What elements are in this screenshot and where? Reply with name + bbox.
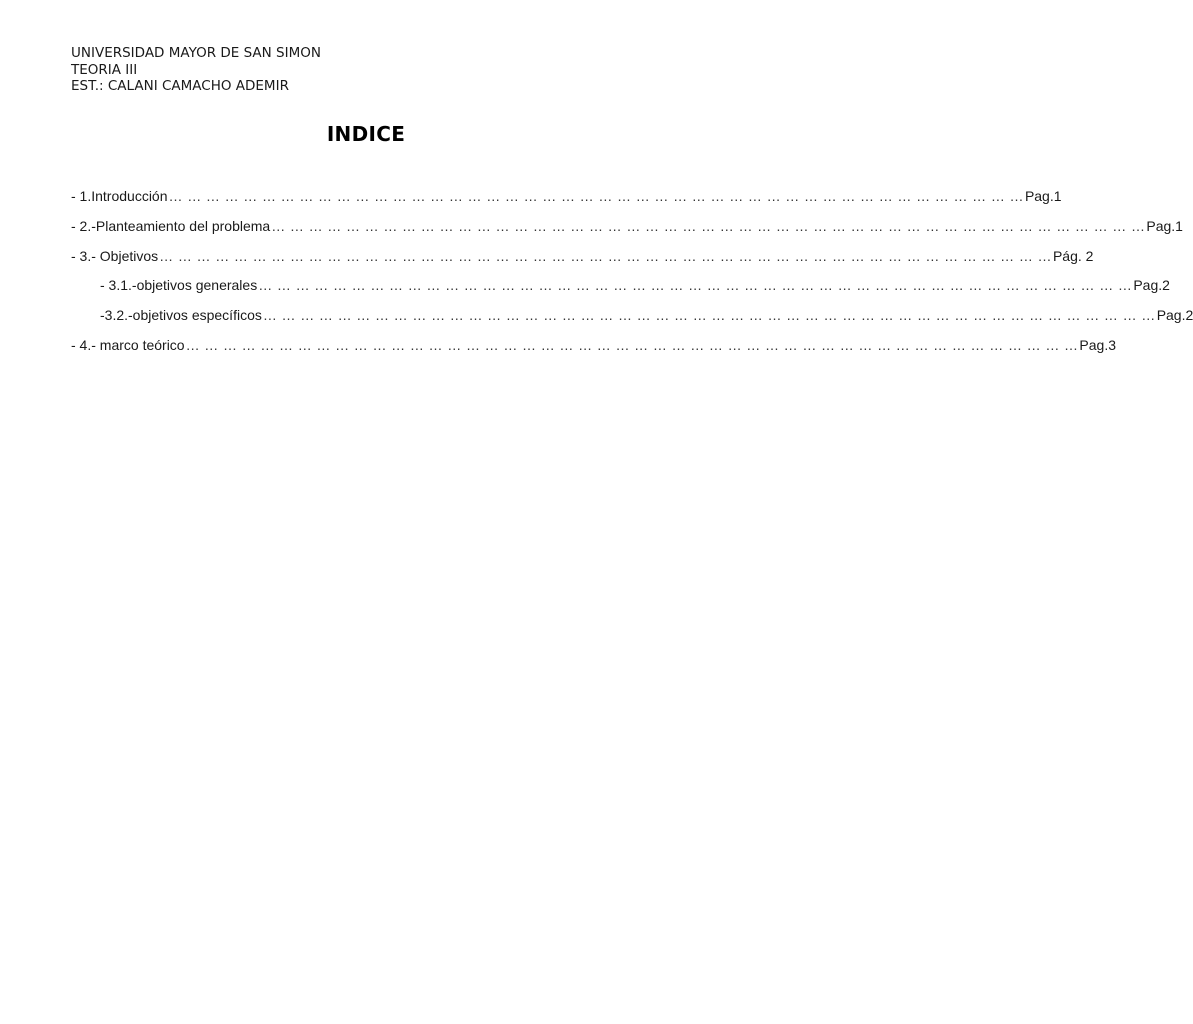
page-title: INDICE <box>326 122 406 146</box>
toc-entry-page: Pag.2 <box>1156 307 1193 323</box>
toc-entry-label: - 3.1.-objetivos generales <box>100 277 258 293</box>
document-header <box>71 45 321 95</box>
toc-entry-marco-teorico <box>71 335 1117 355</box>
toc-entry-objetivos <box>71 246 1094 266</box>
toc-entry-page: Pag.2 <box>1133 277 1170 293</box>
toc-dot-leader: … … … … … … … … … … … … … … … … … … … … … … … … … … … … … … … … … … … … … … … … … … … … … … <box>168 188 1024 204</box>
toc-dot-leader: … … … … … … … … … … … … … … … … … … … … … … … … … … … … … … … … … … … … … … … … … … … … … … … … <box>159 248 1052 264</box>
toc-dot-leader: … … … … … … … … … … … … … … … … … … … … … … … … … … … … … … … … … … … … … … … … … … … … … … … … <box>262 307 1156 323</box>
toc-entry-label: - 1.Introducción <box>71 188 168 204</box>
toc-entry-page: Pag.3 <box>1079 337 1117 353</box>
university-name: UNIVERSIDAD MAYOR DE SAN SIMON <box>71 45 321 61</box>
toc-entry-label: -3.2.-objetivos específicos <box>100 307 262 323</box>
toc-entry-planteamiento <box>71 216 1183 236</box>
toc-entry-objetivos-generales <box>100 275 1170 295</box>
toc-entry-objetivos-especificos <box>100 305 1193 325</box>
toc-entry-page: Pag.1 <box>1146 218 1183 234</box>
toc-entry-label: - 4.- marco teórico <box>71 337 185 353</box>
toc-dot-leader: … … … … … … … … … … … … … … … … … … … … … … … … … … … … … … … … … … … … … … … … … … … … … … … <box>271 218 1146 234</box>
toc-dot-leader: … … … … … … … … … … … … … … … … … … … … … … … … … … … … … … … … … … … … … … … … … … … … … … … <box>258 277 1133 293</box>
toc-entry-label: - 2.-Planteamiento del problema <box>71 218 271 234</box>
toc-entry-page: Pág. 2 <box>1052 248 1094 264</box>
toc-dot-leader: … … … … … … … … … … … … … … … … … … … … … … … … … … … … … … … … … … … … … … … … … … … … … … … … <box>185 337 1079 353</box>
student-name: EST.: CALANI CAMACHO ADEMIR <box>71 78 289 94</box>
toc-entry-label: - 3.- Objetivos <box>71 248 159 264</box>
toc-entry-introduccion <box>71 186 1062 206</box>
toc-entry-page: Pag.1 <box>1024 188 1062 204</box>
course-name: TEORIA III <box>71 61 138 78</box>
